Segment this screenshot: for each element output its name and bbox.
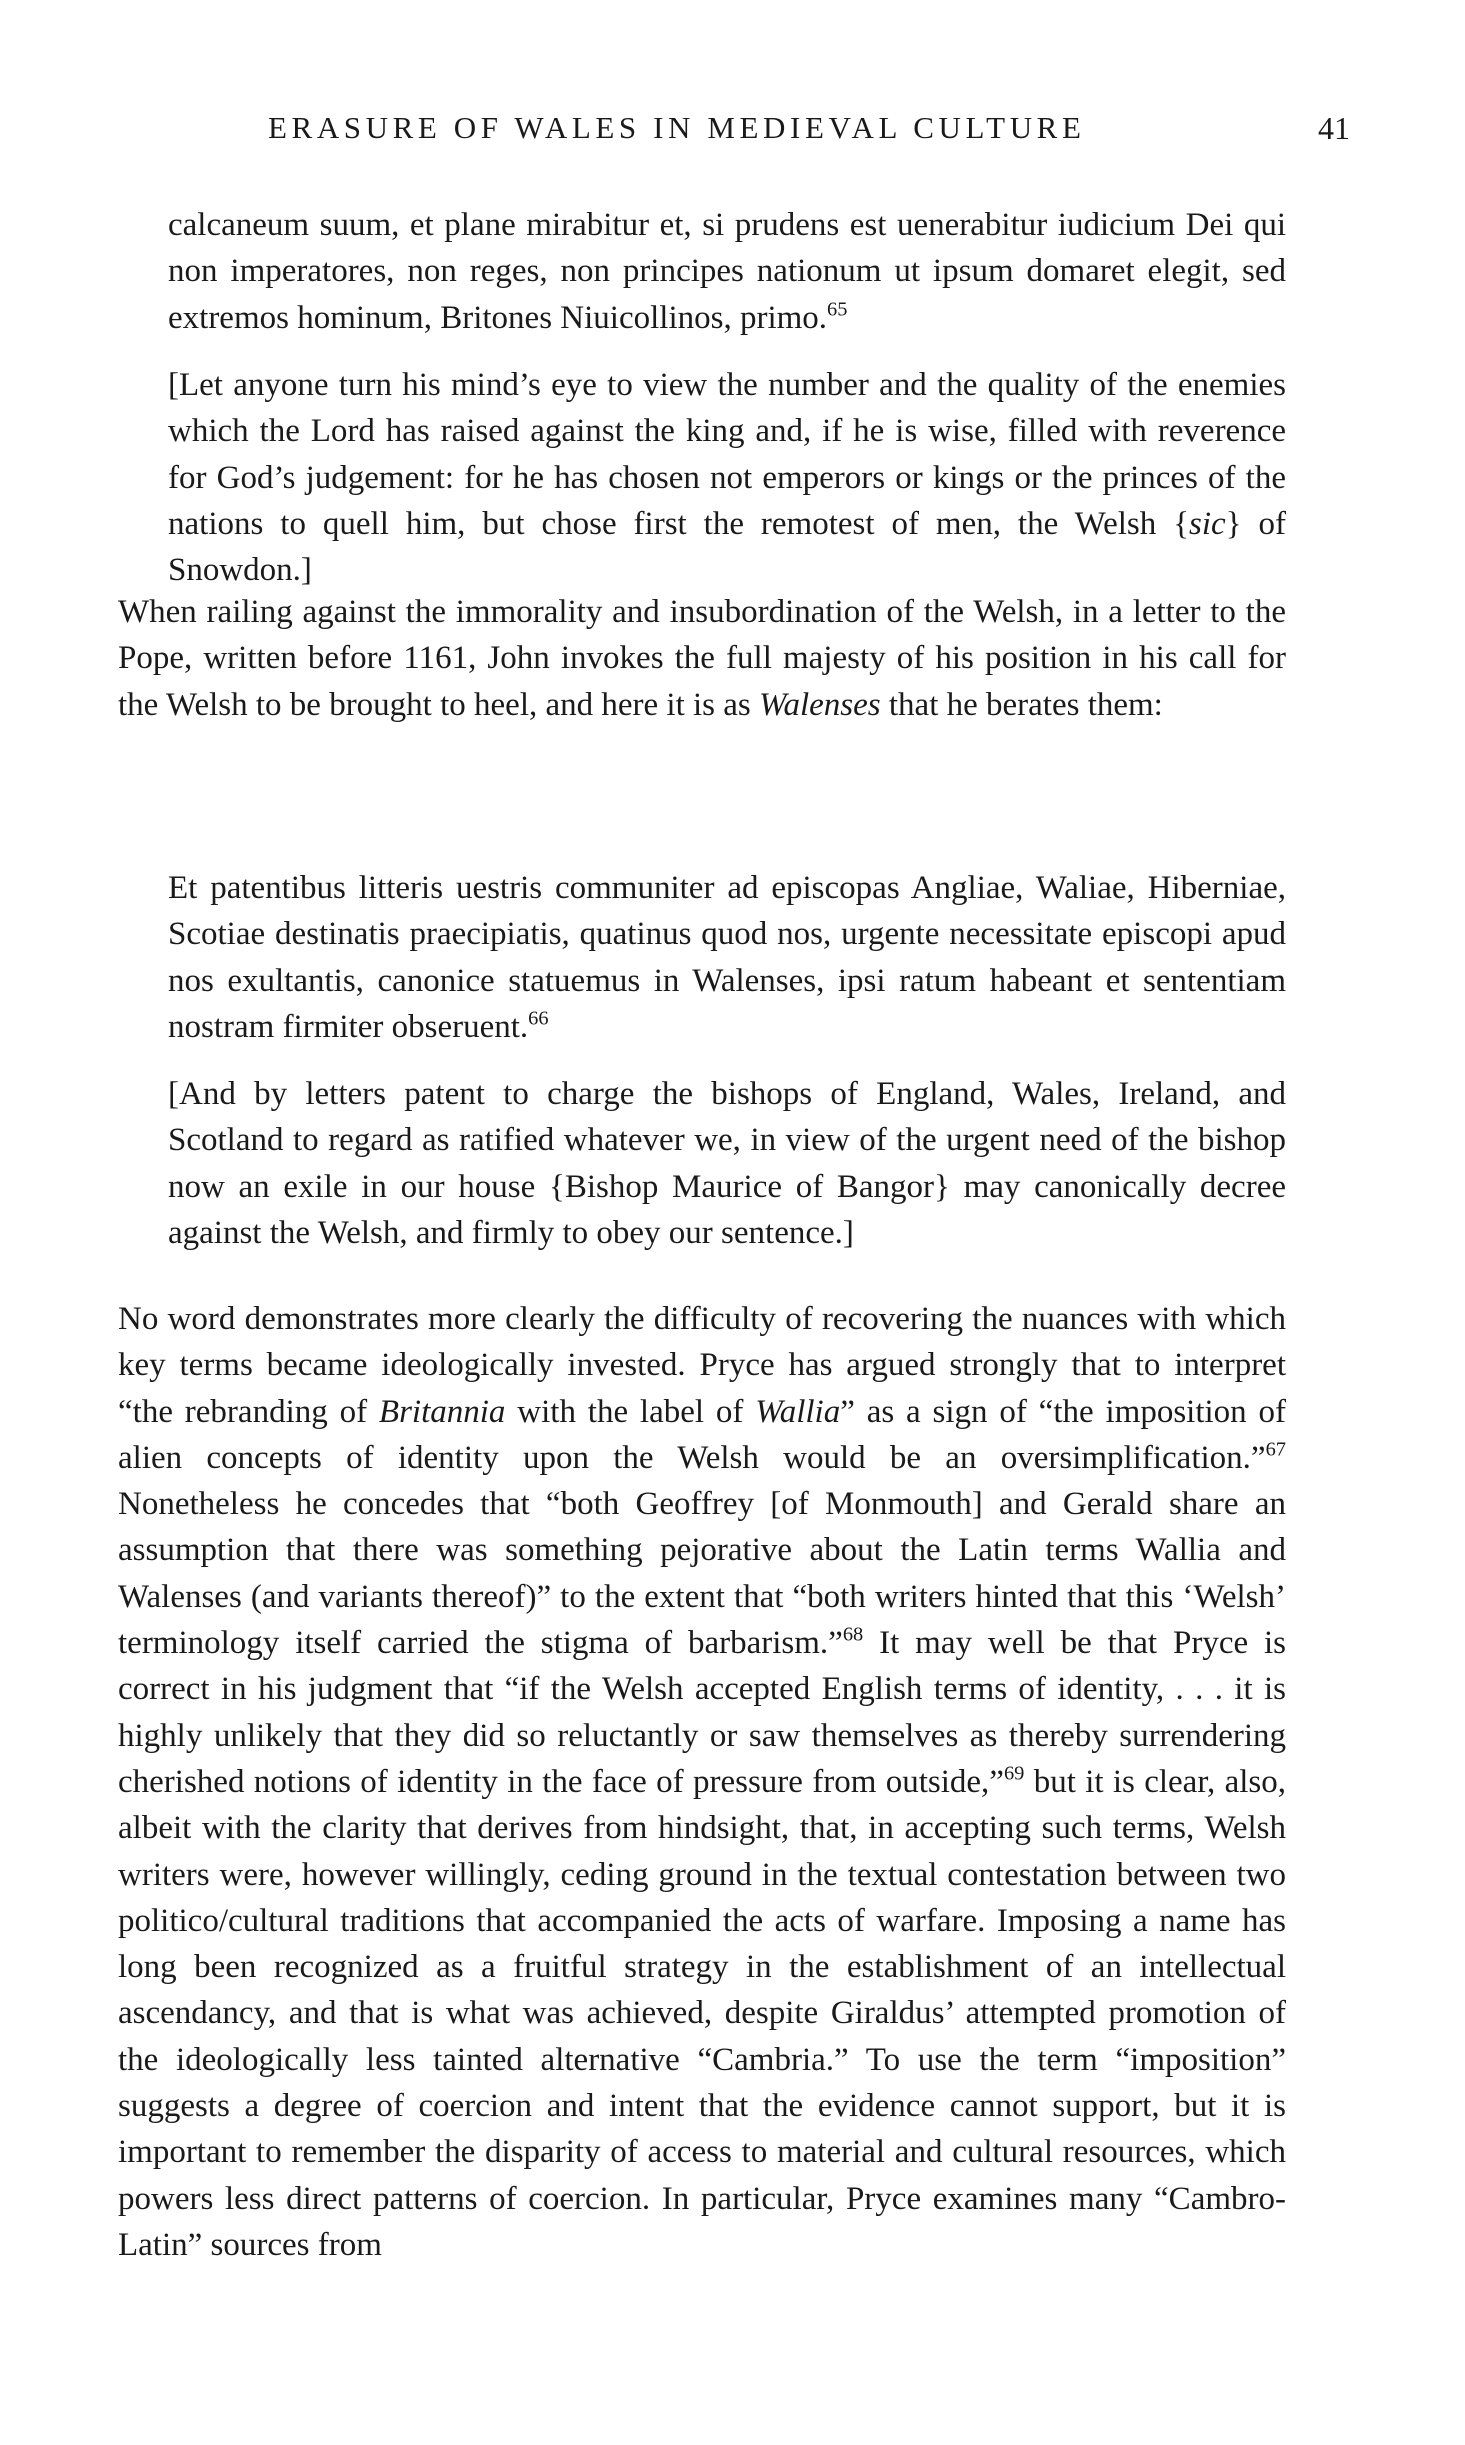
translation-text: [Let anyone turn his mind’s eye to view the number and the quality of the enemies which the Lord has raised against the king and, if he is wise, filled with reverence for God’s judgement: for he has chosen not emperors or kings or the princes of the nations to quell him, but chose first the remotest of men, the Welsh {	[168, 367, 1286, 542]
footnote-ref-68[interactable]: 68	[842, 1623, 864, 1646]
body-paragraph-1	[118, 589, 1286, 728]
page-number: 41	[1318, 110, 1350, 146]
footnote-ref-67[interactable]: 67	[1265, 1438, 1286, 1461]
quote-text: calcaneum suum, et plane mirabitur et, si prudens est uenerabitur iudicium Dei qui non imperatores, non reges, non principes nationum ut ipsum domaret elegit, sed extremos hominum, Britones Niuicollinos, primo.	[168, 207, 1286, 336]
running-head: ERASURE OF WALES IN MEDIEVAL CULTURE	[268, 110, 1086, 145]
body-text: Nonetheless he concedes that “both Geoffrey [of Monmouth] and Gerald share an assumption that there was something pejorative about the Latin terms Wallia and Walenses (and variants thereof)” to the extent that “both writers hinted that this ‘Welsh’ terminology itself carried the stigma of barbarism.”	[118, 1486, 1286, 1662]
body-text: When railing against the immorality and insubordination of the Welsh, in a letter to the Pope, written before 1161, John invokes the full majesty of his position in his call for the Welsh to be brought to heel, and here it is as	[118, 594, 1286, 723]
footnote-ref-65[interactable]: 65	[827, 297, 848, 320]
sic-word: sic	[1189, 505, 1226, 542]
body-text: with the label of	[505, 1393, 756, 1430]
running-header	[0, 110, 1465, 160]
body-text: No word demonstrates more clearly the difficulty of recovering the nuances with which key terms became ideologically invested. Pryce has argued strongly that to interpret “the rebranding of	[118, 1301, 1286, 1430]
translation-1	[168, 362, 1286, 593]
wallia-term: Wallia	[755, 1393, 841, 1430]
walenses-term: Walenses	[759, 686, 881, 723]
translation-2	[168, 1071, 1286, 1256]
translation-text: } of Snowdon.]	[168, 505, 1286, 589]
footnote-ref-69[interactable]: 69	[1003, 1762, 1025, 1785]
body-text: ” as a sign of “the imposition of alien concepts of identity upon the Welsh would be an oversimplification.”	[118, 1393, 1286, 1476]
latin-quote-1	[168, 202, 1286, 341]
body-paragraph-2	[118, 1296, 1286, 2268]
body-text: It may well be that Pryce is correct in his judgment that “if the Welsh accepted English terms of identity, . . . it is highly unlikely that they did so reluctantly or saw themselves as thereby surrendering cherished notions of identity in the face of pressure from outside,”	[118, 1625, 1286, 1800]
latin-quote-2	[168, 865, 1286, 1050]
body-text: that he berates them:	[880, 686, 1163, 723]
body-text: but it is clear, also, albeit with the clarity that derives from hindsight, that, in accepting such terms, Welsh writers were, however willingly, ceding ground in the textual contestation between two politico/cultural traditions that accompanied the acts of warfare. Imposing a name has long been recognized as a fruitful strategy in the establishment of an intellectual ascendancy, and that is what was achieved, despite Giraldus’ attempted promotion of the ideologically less tainted alternative “Cambria.” To use the term “imposition” suggests a degree of coercion and intent that the evidence cannot support, but it is important to remember the disparity of access to material and cultural resources, which powers less direct patterns of coercion. In particular, Pryce examines many “Cambro-Latin” sources from	[118, 1763, 1286, 2263]
translation-text: [And by letters patent to charge the bishops of England, Wales, Ireland, and Scotland to regard as ratified whatever we, in view of the urgent need of the bishop now an exile in our house {Bishop Maurice of Bangor} may canonically decree against the Welsh, and firmly to obey our sentence.]	[168, 1076, 1286, 1251]
footnote-ref-66[interactable]: 66	[528, 1007, 549, 1030]
britannia-term: Britannia	[378, 1393, 506, 1430]
quote-text: Et patentibus litteris uestris communiter ad episcopas Angliae, Waliae, Hiberniae, Scotiae destinatis praecipiatis, quatinus quod nos, urgente necessitate episcopi apud nos exultantis, canonice statuemus in Walenses, ipsi ratum habeant et sententiam nostram firmiter obseruent.	[168, 870, 1286, 1045]
